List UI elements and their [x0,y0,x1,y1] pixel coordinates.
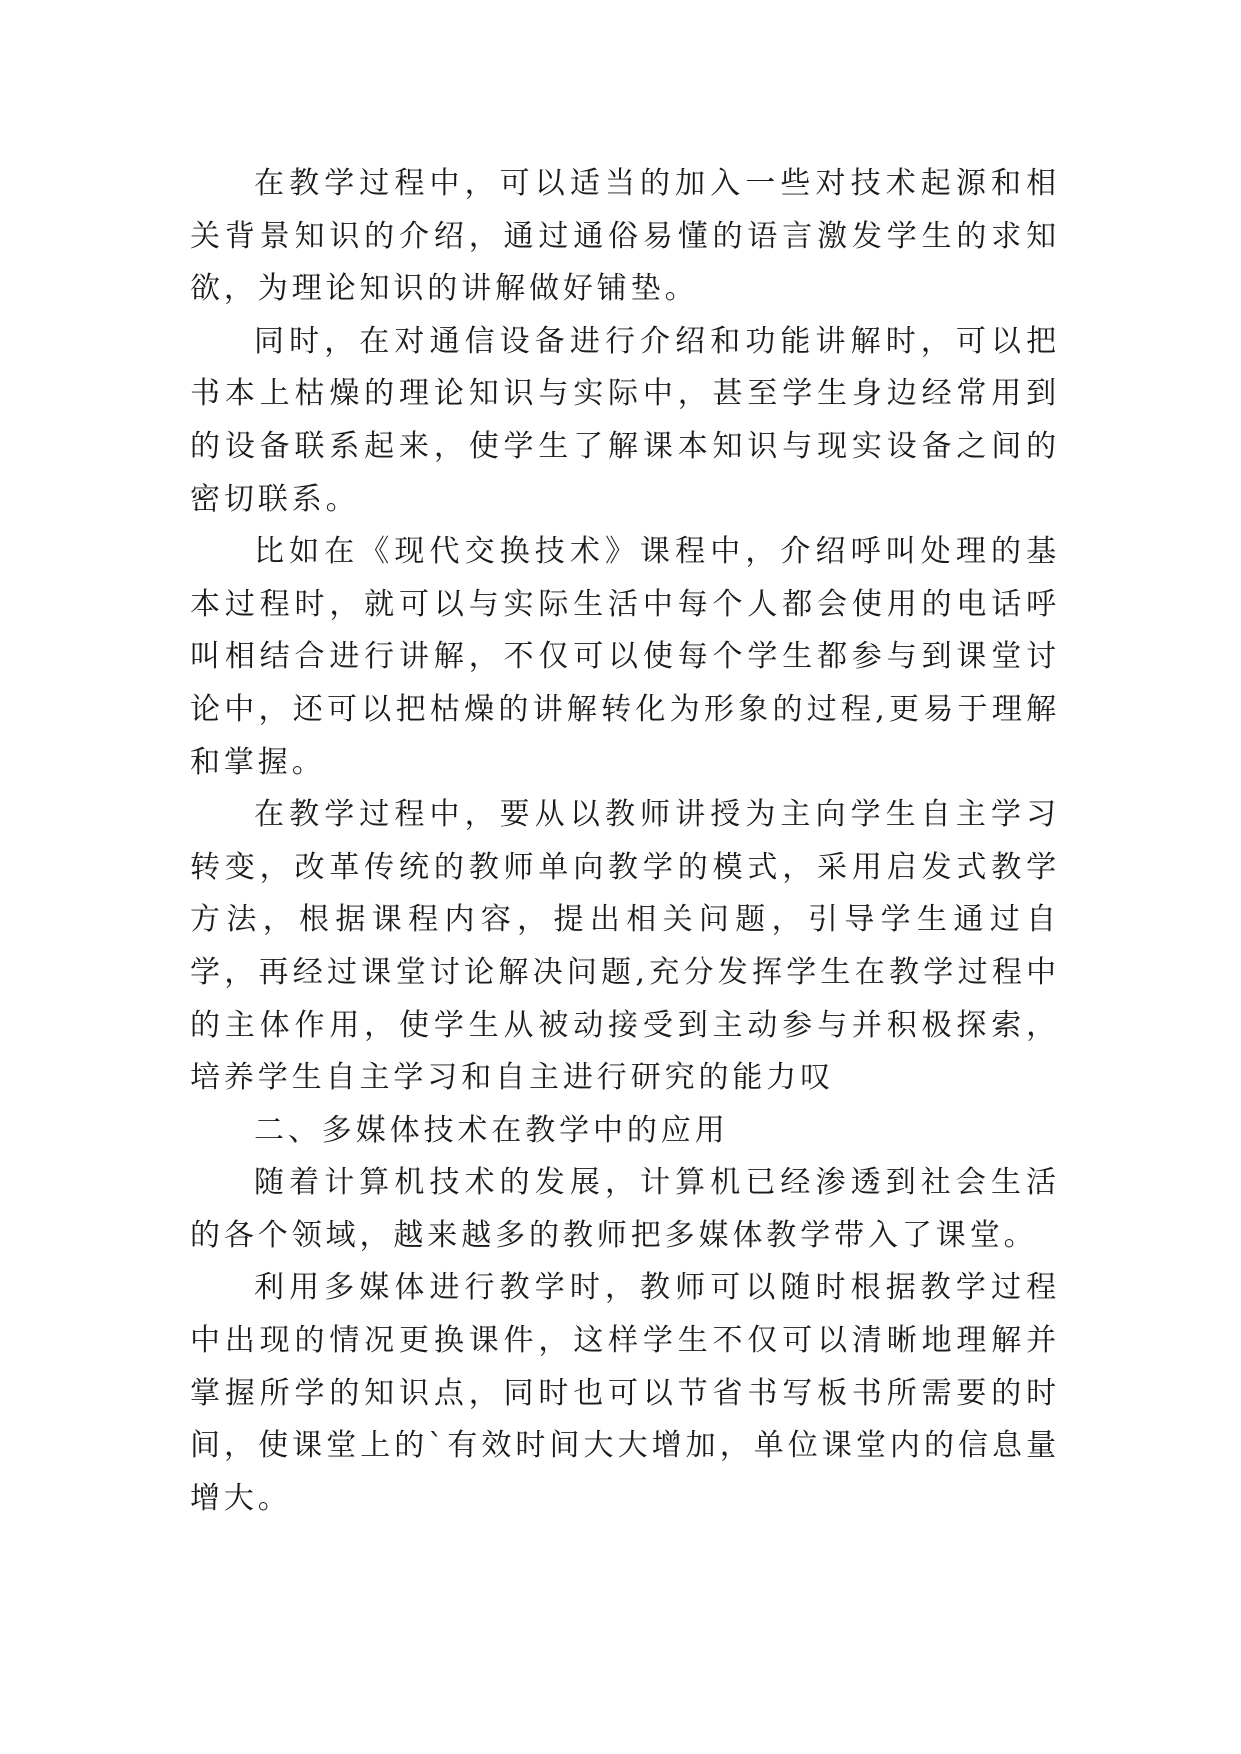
section-heading: 二、多媒体技术在教学中的应用 [254,1112,729,1148]
paragraph-5: 随着计算机技术的发展，计算机已经渗透到社会生活的各个领域，越来越多的教师把多媒体教学带入了课堂。 [190,1165,1060,1253]
paragraph-4: 在教学过程中，要从以教师讲授为主向学生自主学习转变，改革传统的教师单向教学的模式，采用启发式教学方法，根据课程内容，提出相关问题，引导学生通过自学，再经过课堂讨论解决问题,充分发挥学生在教学过程中的主体作用，使学生从被动接受到主动参与并积极探索，培养学生自主学习和自主进行研究的能力叹 [190,797,1060,1096]
paragraph-2: 同时，在对通信设备进行介绍和功能讲解时，可以把书本上枯燥的理论知识与实际中，甚至学生身边经常用到的设备联系起来，使学生了解课本知识与现实设备之间的密切联系。 [190,323,1060,517]
document-body [190,158,1060,1525]
paragraph-3: 比如在《现代交换技术》课程中，介绍呼叫处理的基本过程时，就可以与实际生活中每个人都会使用的电话呼叫相结合进行讲解，不仅可以使每个学生都参与到课堂讨论中，还可以把枯燥的讲解转化为形象的过程,更易于理解和掌握。 [190,534,1060,780]
paragraph-6: 利用多媒体进行教学时，教师可以随时根据教学过程中出现的情况更换课件，这样学生不仅可以清晰地理解并掌握所学的知识点，同时也可以节省书写板书所需要的时间，使课堂上的`有效时间大大增加，单位课堂内的信息量增大。 [190,1270,1060,1516]
paragraph-1: 在教学过程中，可以适当的加入一些对技术起源和相关背景知识的介绍，通过通俗易懂的语言激发学生的求知欲，为理论知识的讲解做好铺垫。 [190,166,1060,307]
